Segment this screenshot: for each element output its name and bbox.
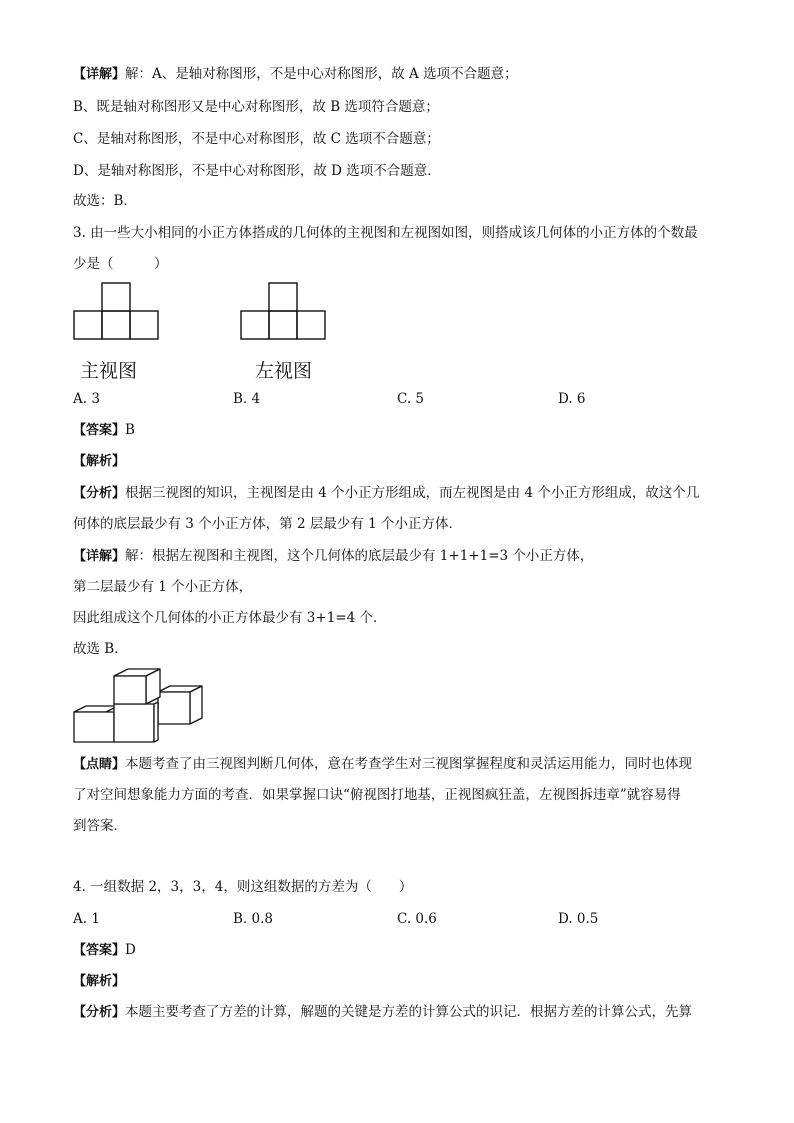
q4-fenxi-line-1: 【分析】本题主要考查了方差的计算，解题的关键是方差的计算公式的识记．根据方差的计算公式，先算 [73, 1004, 693, 1020]
q3-fenxi-line-2: 何体的底层最少有 3 个小正方体，第 2 层最少有 1 个小正方体． [73, 516, 463, 532]
left-view-figure [240, 282, 328, 340]
answer-tag: 【答案】 [73, 423, 126, 438]
detail-tag: 【详解】 [73, 67, 126, 82]
answer-tag: 【答案】 [73, 943, 126, 958]
left-view-bottom-square-3 [297, 311, 325, 339]
detail-line-4: D、是轴对称图形，不是中心对称图形，故 D 选项不合题意． [73, 163, 441, 179]
fenxi-tag: 【分析】 [73, 1005, 126, 1020]
q3-comment-line-3: 到答案． [73, 818, 127, 834]
cube-back-right-front [158, 692, 190, 724]
front-view-figure [73, 282, 161, 340]
q3-answer [73, 420, 135, 441]
cube-middle-front [114, 704, 154, 742]
q3-option-d: D. 6 [558, 391, 586, 407]
q3-comment-line-2: 了对空间想象能力方面的考查．如果掌握口诀“俯视图打地基，正视图疯狂盖，左视图拆违章”就容易得 [73, 787, 681, 803]
q4-stem: 4. 一组数据 2，3，3，4，则这组数据的方差为（ ） [73, 879, 413, 895]
front-view-bottom-square-2 [102, 311, 130, 339]
comment-tag: 【点睛】 [73, 757, 126, 772]
q3-comment-line-1: 【点睛】本题考查了由三视图判断几何体，意在考查学生对三视图掌握程度和灵活运用能力，同时也体现 [73, 756, 693, 772]
q3-stem-line-2: 少是（ ） [73, 256, 168, 272]
q3-option-a: A. 3 [73, 391, 100, 407]
cube-solid-figure [72, 666, 204, 746]
front-view-bottom-square-3 [130, 311, 158, 339]
detail-line-3: C、是轴对称图形，不是中心对称图形，故 C 选项不合题意； [73, 131, 440, 147]
detail-tag: 【详解】 [73, 549, 126, 564]
q4-option-b: B. 0.8 [233, 911, 273, 927]
answer-value: D [125, 942, 136, 958]
q3-option-c: C. 5 [397, 391, 425, 407]
q3-detail-line-2: 第二层最少有 1 个小正方体， [73, 579, 253, 595]
cube-top-front [114, 676, 146, 704]
left-view-bottom-square-1 [241, 311, 269, 339]
left-view-bottom-square-2 [269, 311, 297, 339]
q3-analysis-heading: 【解析】 [73, 454, 126, 469]
detail-line-2: B、既是轴对称图形又是中心对称图形，故 B 选项符合题意； [73, 99, 439, 115]
left-view-label: 左视图 [255, 360, 313, 382]
front-view-label: 主视图 [80, 360, 138, 382]
q4-option-d: D. 0.5 [558, 911, 599, 927]
q4-answer [73, 940, 136, 961]
answer-value: B [125, 422, 135, 438]
q4-analysis-heading: 【解析】 [73, 974, 126, 989]
q4-option-a: A. 1 [73, 911, 100, 927]
front-view-bottom-square-1 [74, 311, 102, 339]
cube-back-right-side [190, 686, 202, 724]
q3-fenxi-line-1: 【分析】根据三视图的知识，主视图是由 4 个小正方形组成，而左视图是由 4 个小正方形组成，故这个几 [73, 485, 700, 501]
q3-detail-line-3: 因此组成这个几何体的小正方体最少有 3+1=4 个． [73, 610, 387, 626]
left-view-top-square [269, 283, 297, 311]
cube-left-front [74, 712, 114, 742]
fenxi-tag: 【分析】 [73, 486, 126, 501]
q3-stem-line-1: 3. 由一些大小相同的小正方体搭成的几何体的主视图和左视图如图，则搭成该几何体的小正方体的个数最 [73, 225, 698, 241]
cube-top-side [146, 669, 160, 704]
q3-option-b: B. 4 [233, 391, 261, 407]
cube-middle-side [154, 702, 158, 742]
q4-option-c: C. 0.6 [397, 911, 437, 927]
q3-choose: 故选 B． [73, 641, 128, 657]
detail-line-1: 【详解】解：A、是轴对称图形，不是中心对称图形，故 A 选项不合题意； [73, 66, 518, 82]
front-view-top-square [102, 283, 130, 311]
choose-line: 故选：B． [73, 193, 137, 209]
q3-detail-line-1: 【详解】解：根据左视图和主视图，这个几何体的底层最少有 1+1+1=3 个小正方体， [73, 548, 594, 564]
cube-left-top [74, 706, 118, 712]
